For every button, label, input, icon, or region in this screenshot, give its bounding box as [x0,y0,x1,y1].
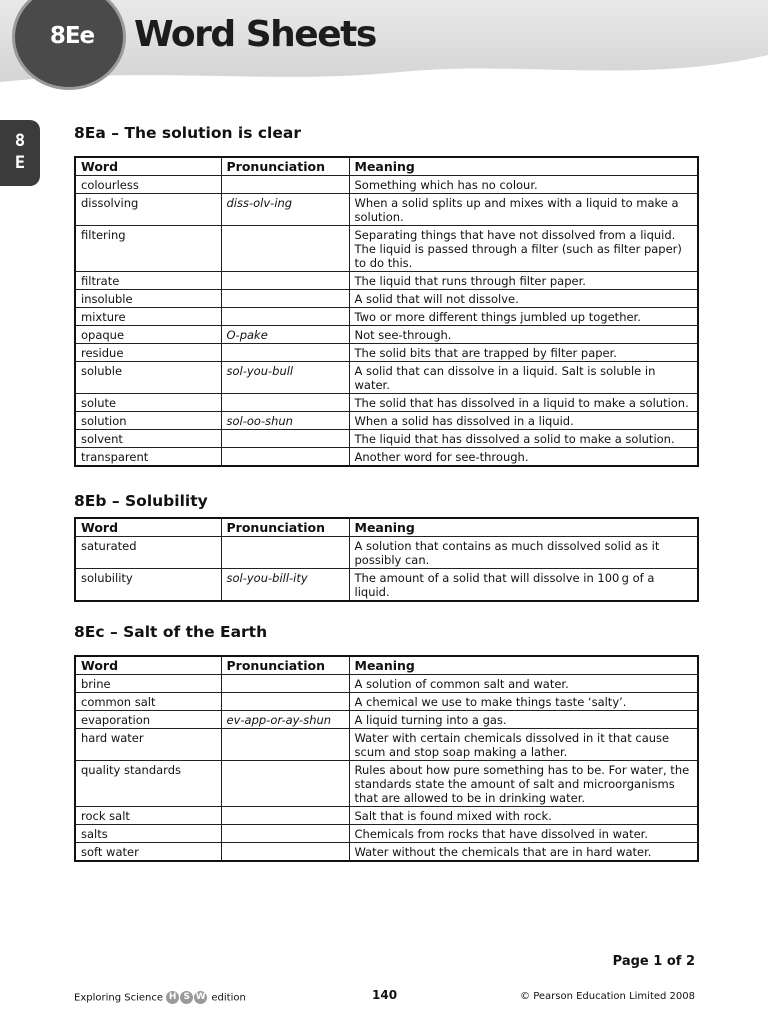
table-header-row [75,157,698,176]
meaning-cell: Another word for see-through. [349,448,698,467]
word-cell: salts [75,825,221,843]
table-row [75,693,698,711]
pronunciation-cell [221,308,349,326]
hsw-h-icon: H [166,991,179,1004]
pronunciation-cell [221,729,349,761]
pronunciation-cell [221,272,349,290]
side-tab [0,120,40,186]
word-cell: solvent [75,430,221,448]
word-cell: residue [75,344,221,362]
meaning-cell: Something which has no colour. [349,176,698,194]
word-cell: mixture [75,308,221,326]
table-row [75,711,698,729]
pronunciation-cell [221,448,349,467]
pronunciation-cell: sol-you-bull [221,362,349,394]
copyright: © Pearson Education Limited 2008 [520,991,695,1002]
meaning-cell: Two or more different things jumbled up together. [349,308,698,326]
meaning-cell: The liquid that runs through filter paper. [349,272,698,290]
word-cell: common salt [75,693,221,711]
word-cell: transparent [75,448,221,467]
word-cell: soluble [75,362,221,394]
table-row [75,226,698,272]
pronunciation-cell [221,394,349,412]
series-label [74,991,246,1004]
word-cell: brine [75,675,221,693]
word-cell: saturated [75,537,221,569]
meaning-cell: Water without the chemicals that are in hard water. [349,843,698,862]
header-band [0,0,768,95]
pronunciation-cell [221,344,349,362]
table-row [75,430,698,448]
meaning-cell: When a solid splits up and mixes with a liquid to make a solution. [349,194,698,226]
table-row [75,176,698,194]
pronunciation-cell [221,290,349,308]
pronunciation-cell: diss-olv-ing [221,194,349,226]
meaning-cell: The amount of a solid that will dissolve in 100 g of a liquid. [349,569,698,602]
section-title-8ec: 8Ec – Salt of the Earth [74,623,268,641]
pronunciation-cell: sol-you-bill-ity [221,569,349,602]
word-cell: solute [75,394,221,412]
pronunciation-cell [221,693,349,711]
word-cell: filtering [75,226,221,272]
meaning-cell: The solid that has dissolved in a liquid to make a solution. [349,394,698,412]
meaning-cell: The liquid that has dissolved a solid to make a solution. [349,430,698,448]
meaning-cell: Rules about how pure something has to be. For water, the standards state the amount of salt and microorganisms that are allowed to be in drinking water. [349,761,698,807]
pronunciation-cell: O-pake [221,326,349,344]
word-cell: filtrate [75,272,221,290]
side-tab-line1: 8 [14,131,26,151]
word-cell: opaque [75,326,221,344]
word-table-8ec [74,655,699,862]
series-name: Exploring Science [74,992,163,1004]
table-row [75,362,698,394]
meaning-cell: When a solid has dissolved in a liquid. [349,412,698,430]
meaning-cell: The solid bits that are trapped by filter paper. [349,344,698,362]
column-header-word: Word [75,157,221,176]
table-row [75,807,698,825]
word-cell: insoluble [75,290,221,308]
meaning-cell: A solution of common salt and water. [349,675,698,693]
pronunciation-cell [221,825,349,843]
column-header-pronunciation: Pronunciation [221,518,349,537]
edition-label: edition [211,992,246,1004]
meaning-cell: A solid that can dissolve in a liquid. Salt is soluble in water. [349,362,698,394]
table-row [75,272,698,290]
pronunciation-cell: ev-app-or-ay-shun [221,711,349,729]
table-row [75,675,698,693]
table-row [75,194,698,226]
hsw-s-icon: S [180,991,193,1004]
meaning-cell: Not see-through. [349,326,698,344]
table-header-row [75,518,698,537]
table-row [75,412,698,430]
meaning-cell: Separating things that have not dissolved from a liquid. The liquid is passed through a filter (such as filter paper) to do this. [349,226,698,272]
page-number: 140 [372,988,398,1002]
word-table-8ea [74,156,699,467]
table-row [75,569,698,602]
column-header-meaning: Meaning [349,157,698,176]
word-cell: dissolving [75,194,221,226]
table-row [75,394,698,412]
pronunciation-cell [221,226,349,272]
section-badge-label: 8Ee [49,23,95,49]
meaning-cell: A chemical we use to make things taste ‘salty’. [349,693,698,711]
table-row [75,761,698,807]
meaning-cell: Salt that is found mixed with rock. [349,807,698,825]
pronunciation-cell [221,843,349,862]
meaning-cell: A liquid turning into a gas. [349,711,698,729]
word-cell: rock salt [75,807,221,825]
table-row [75,344,698,362]
meaning-cell: Chemicals from rocks that have dissolved in water. [349,825,698,843]
hsw-w-icon: W [195,992,206,1002]
table-row [75,448,698,467]
column-header-meaning: Meaning [349,656,698,675]
column-header-word: Word [75,518,221,537]
word-cell: quality standards [75,761,221,807]
table-row [75,308,698,326]
pronunciation-cell [221,761,349,807]
pronunciation-cell [221,176,349,194]
page-title: Word Sheets [134,14,376,55]
pronunciation-cell: sol-oo-shun [221,412,349,430]
meaning-cell: A solution that contains as much dissolved solid as it possibly can. [349,537,698,569]
table-header-row [75,656,698,675]
table-row [75,326,698,344]
table-row [75,825,698,843]
meaning-cell: Water with certain chemicals dissolved in it that cause scum and stop soap making a lather. [349,729,698,761]
word-cell: evaporation [75,711,221,729]
word-table-8eb [74,517,699,602]
word-cell: soft water [75,843,221,862]
word-cell: hard water [75,729,221,761]
pronunciation-cell [221,675,349,693]
table-row [75,843,698,862]
pronunciation-cell [221,430,349,448]
side-tab-line2: E [14,153,26,173]
table-row [75,290,698,308]
column-header-pronunciation: Pronunciation [221,656,349,675]
page-indicator: Page 1 of 2 [612,954,695,969]
word-cell: colourless [75,176,221,194]
meaning-cell: A solid that will not dissolve. [349,290,698,308]
pronunciation-cell [221,537,349,569]
column-header-pronunciation: Pronunciation [221,157,349,176]
pronunciation-cell [221,807,349,825]
section-title-8ea: 8Ea – The solution is clear [74,124,301,142]
word-cell: solubility [75,569,221,602]
column-header-meaning: Meaning [349,518,698,537]
column-header-word: Word [75,656,221,675]
word-cell: solution [75,412,221,430]
table-row [75,537,698,569]
table-row [75,729,698,761]
section-title-8eb: 8Eb – Solubility [74,492,208,510]
